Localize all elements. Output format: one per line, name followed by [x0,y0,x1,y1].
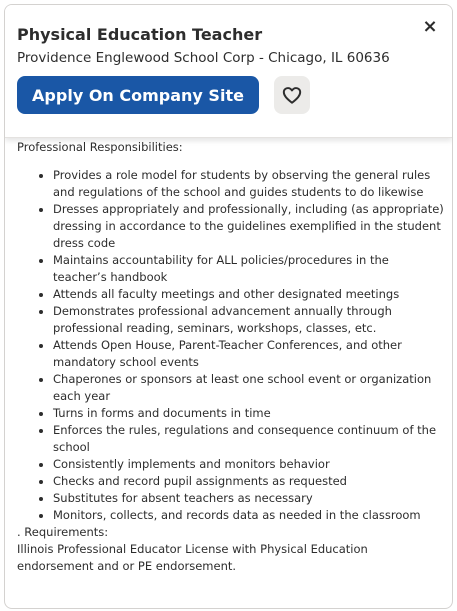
list-item: • Substitutes for absent teachers as necessary [53,490,444,507]
list-item: • Provides a role model for students by observing the general rules and regulations of the school and guides students to do likewise [53,167,444,201]
list-item: • Attends Open House, Parent-Teacher Conferences, and other mandatory school events [53,337,444,371]
list-item: • Attends all faculty meetings and other designated meetings [53,286,444,303]
list-item: • Checks and record pupil assignments as requested [53,473,444,490]
list-item: • Turns in forms and documents in time [53,405,444,422]
close-icon: × [422,16,438,37]
list-item: • Maintains accountability for ALL policies/procedures in the teacher’s handbook [53,252,444,286]
job-header [5,5,452,138]
responsibilities-heading: Professional Responsibilities: [17,140,183,154]
list-item: • Chaperones or sponsors at least one school event or organization each year [53,371,444,405]
close-button[interactable] [420,17,440,37]
job-detail-panel [4,4,453,609]
list-item: • Enforces the rules, regulations and consequence continuum of the school [53,422,444,456]
apply-on-company-site-button[interactable]: Apply On Company Site [17,76,259,114]
requirements-text: Illinois Professional Educator License with Physical Education endorsement and or PE endorsement. [17,542,368,573]
list-item: • Consistently implements and monitors behavior [53,456,444,473]
responsibilities-list [17,167,444,524]
job-title: Physical Education Teacher [17,25,263,44]
list-item: • Demonstrates professional advancement annually through professional reading, seminars, workshops, classes, etc. [53,303,444,337]
requirements-heading: . Requirements: [17,525,109,539]
list-item: • Monitors, collects, and records data as needed in the classroom [53,507,444,524]
company-location: Providence Englewood School Corp - Chicago, IL 60636 [17,50,390,66]
job-description [17,139,444,608]
save-job-button[interactable] [274,76,310,114]
list-item: • Dresses appropriately and professionally, including (as appropriate) dressing in accordance to the guidelines exemplified in the student dress code [53,201,444,252]
heart-icon [282,86,302,104]
